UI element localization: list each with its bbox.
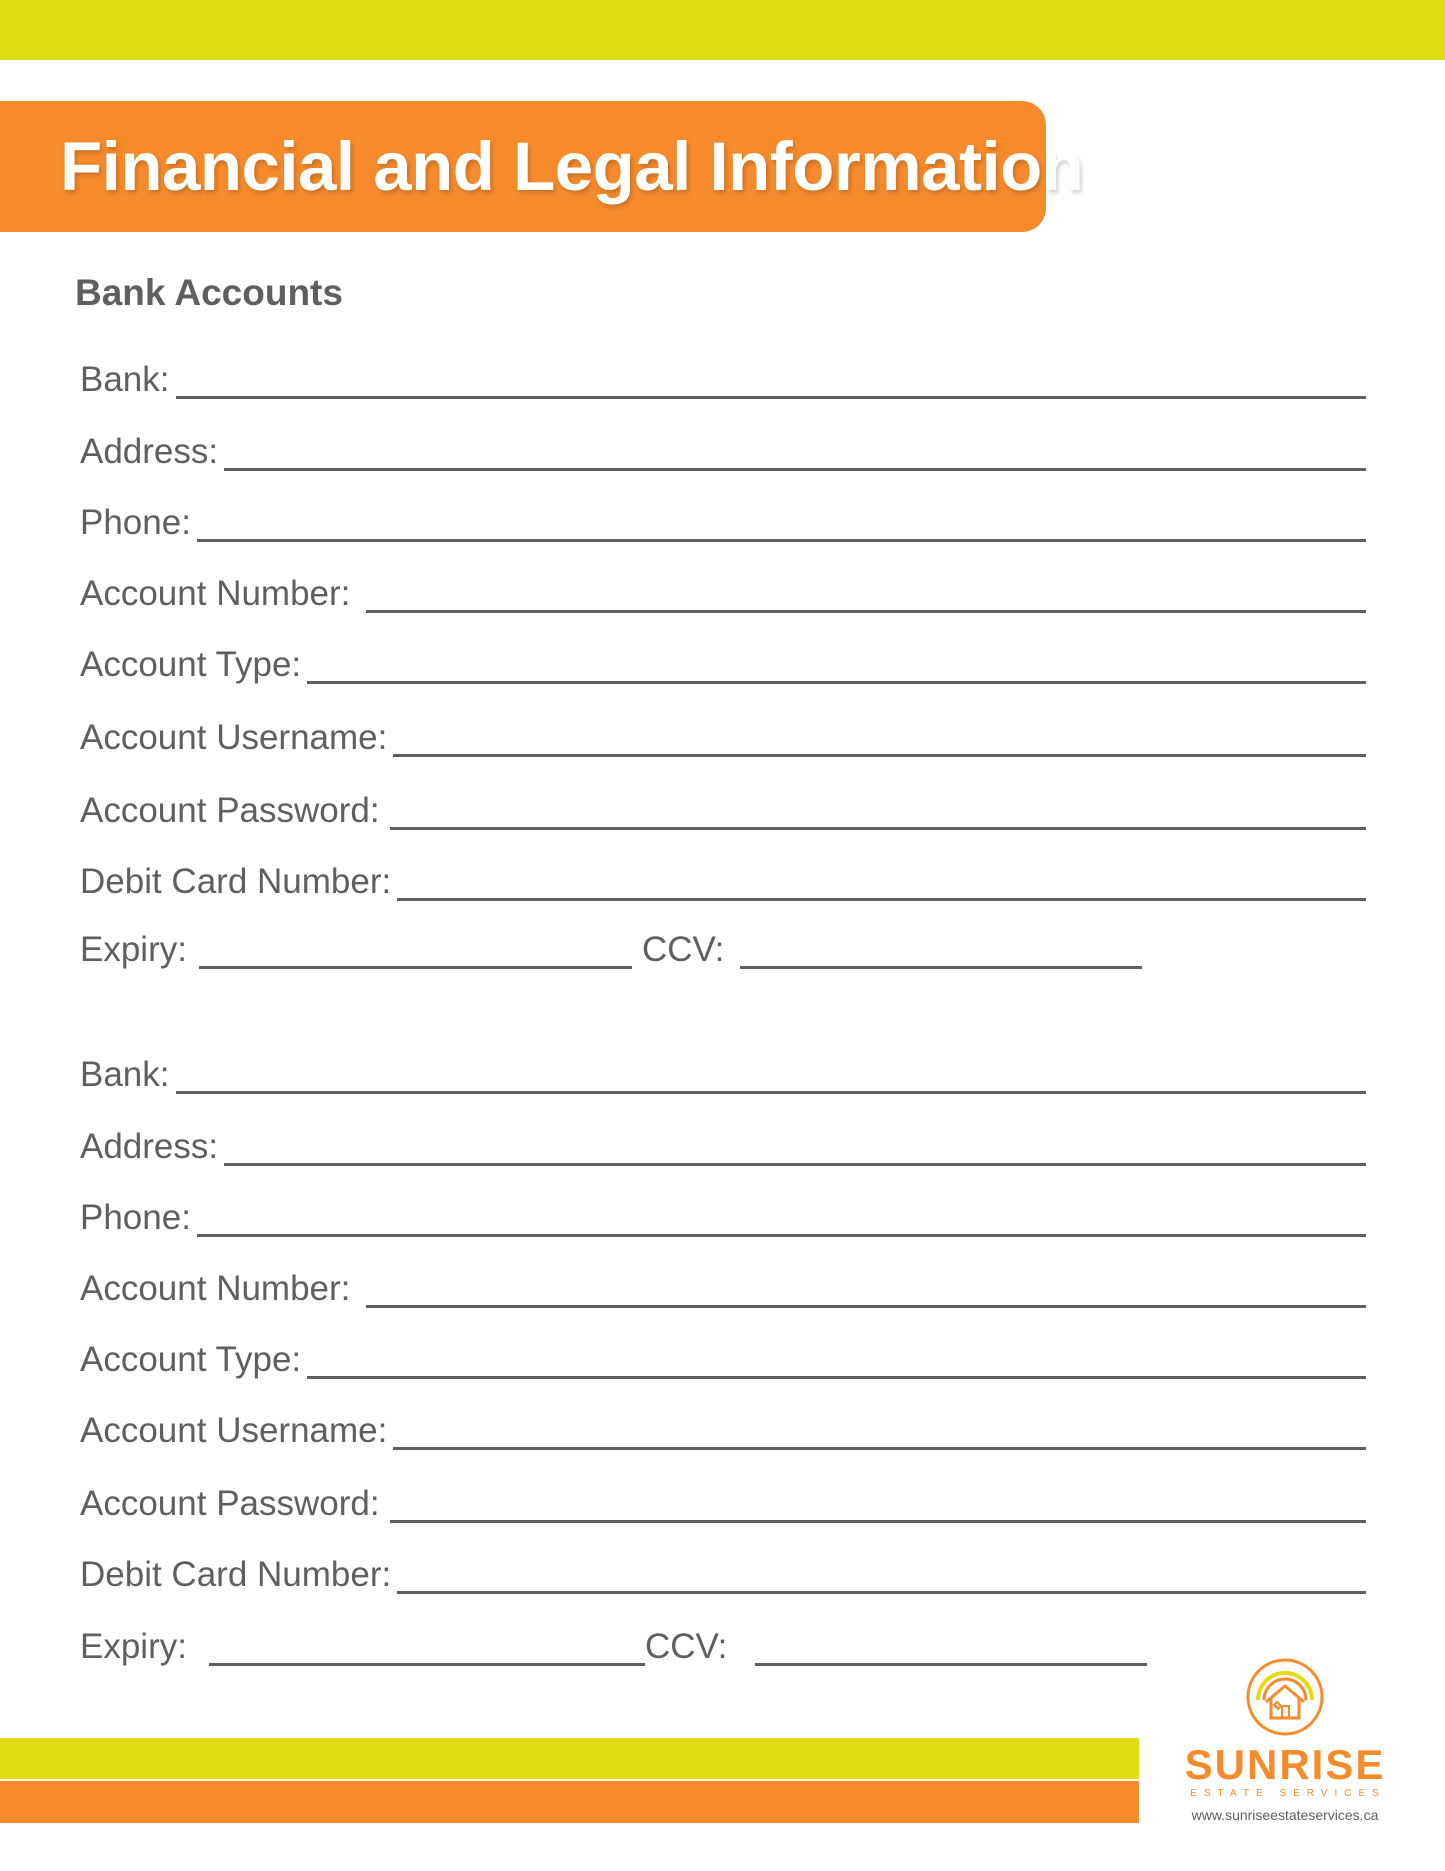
account-type-row [80, 1330, 1366, 1380]
address-label: Address: [80, 1127, 219, 1166]
account-number-row [80, 564, 1366, 614]
address-field[interactable] [224, 1163, 1366, 1166]
account-username-label: Account Username: [80, 718, 388, 757]
top-accent-stripe [0, 0, 1445, 60]
phone-label: Phone: [80, 1198, 191, 1237]
account-username-row [80, 708, 1366, 758]
account-username-row [80, 1401, 1366, 1451]
bottom-orange-stripe [0, 1781, 1139, 1823]
brand-url: www.sunriseestateservices.ca [1191, 1807, 1379, 1823]
sunrise-house-icon [1244, 1656, 1326, 1738]
bank-row [80, 1045, 1366, 1095]
address-field[interactable] [224, 468, 1366, 471]
phone-field[interactable] [197, 1234, 1366, 1237]
bank-field[interactable] [176, 1091, 1367, 1094]
account-number-field[interactable] [366, 610, 1366, 613]
section-heading-bank-accounts: Bank Accounts [75, 272, 343, 313]
phone-row [80, 1188, 1366, 1238]
bank-label: Bank: [80, 360, 170, 399]
expiry-ccv-row [80, 920, 1366, 970]
debit-card-number-field[interactable] [397, 1591, 1366, 1594]
bank-label: Bank: [80, 1055, 170, 1094]
account-type-field[interactable] [307, 681, 1366, 684]
account-password-row [80, 1474, 1366, 1524]
sunrise-logo [1170, 1656, 1400, 1831]
account-number-label: Account Number: [80, 1269, 351, 1308]
ccv-field[interactable] [755, 1663, 1147, 1666]
phone-label: Phone: [80, 503, 191, 542]
account-number-label: Account Number: [80, 574, 351, 613]
bank-row [80, 350, 1366, 400]
bottom-yellow-stripe [0, 1738, 1139, 1779]
brand-name: SUNRISE [1184, 1741, 1386, 1788]
bank-field[interactable] [176, 396, 1367, 399]
address-row [80, 422, 1366, 472]
address-label: Address: [80, 432, 219, 471]
ccv-label: CCV: [641, 930, 725, 969]
debit-card-number-field[interactable] [397, 898, 1366, 901]
expiry-label: Expiry: [80, 1627, 187, 1666]
account-username-label: Account Username: [80, 1411, 388, 1450]
account-type-label: Account Type: [80, 645, 302, 684]
address-row [80, 1117, 1366, 1167]
account-type-label: Account Type: [80, 1340, 302, 1379]
account-number-row [80, 1259, 1366, 1309]
title-banner [0, 101, 1084, 232]
account-password-field[interactable] [390, 1520, 1366, 1523]
debit-card-number-label: Debit Card Number: [80, 1555, 392, 1594]
page-title: Financial and Legal Information [60, 128, 1084, 205]
debit-card-number-row [80, 852, 1366, 902]
expiry-field[interactable] [199, 966, 632, 969]
debit-card-number-row [80, 1545, 1366, 1595]
account-password-row [80, 781, 1366, 831]
account-password-label: Account Password: [80, 791, 380, 830]
phone-row [80, 493, 1366, 543]
phone-field[interactable] [197, 539, 1366, 542]
account-password-label: Account Password: [80, 1484, 380, 1523]
brand-tagline: ESTATE SERVICES [1190, 1788, 1386, 1799]
ccv-field[interactable] [740, 966, 1142, 969]
account-username-field[interactable] [393, 754, 1366, 757]
expiry-label: Expiry: [80, 930, 187, 969]
account-username-field[interactable] [393, 1447, 1366, 1450]
ccv-label: CCV: [644, 1627, 728, 1666]
account-password-field[interactable] [390, 827, 1366, 830]
account-type-field[interactable] [307, 1376, 1366, 1379]
debit-card-number-label: Debit Card Number: [80, 862, 392, 901]
account-type-row [80, 635, 1366, 685]
expiry-field[interactable] [209, 1663, 645, 1666]
account-number-field[interactable] [366, 1305, 1366, 1308]
